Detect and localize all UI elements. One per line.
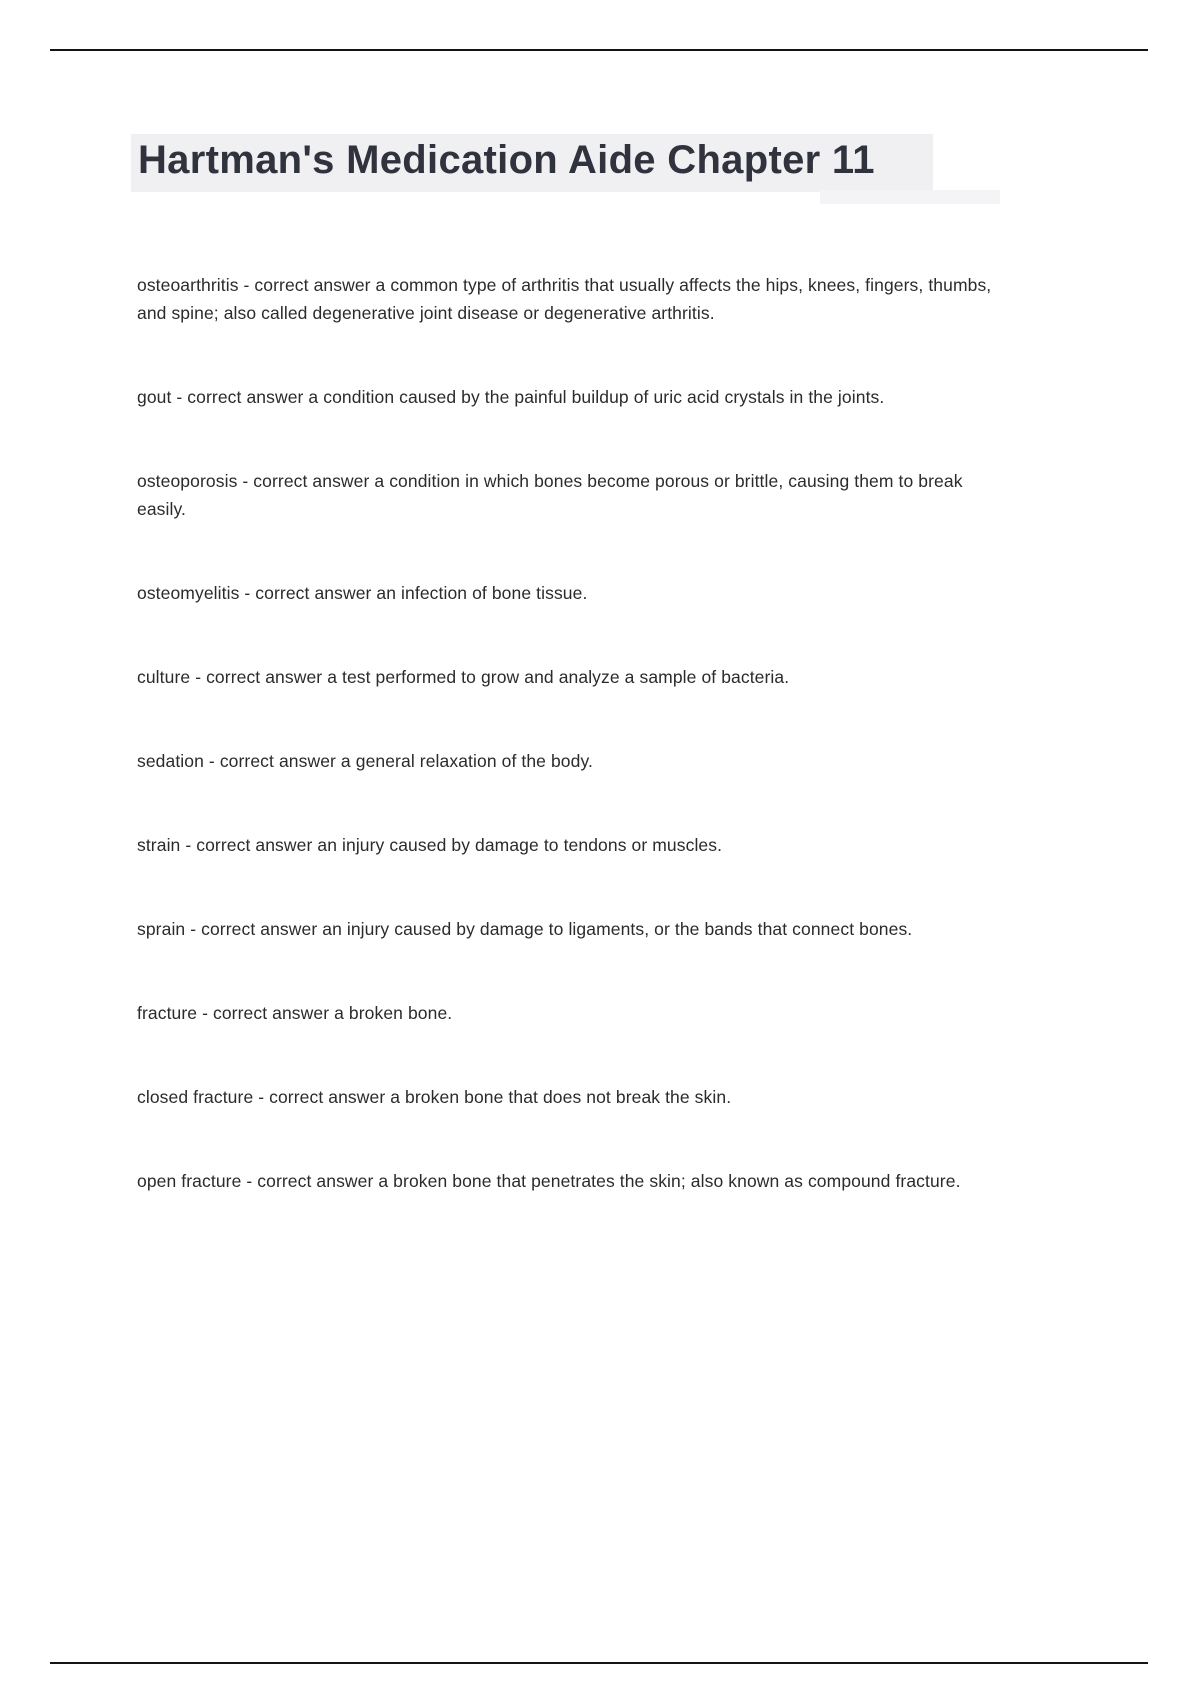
- definitions-list: [137, 271, 997, 1251]
- title-highlight-smudge: [820, 190, 1000, 204]
- definition-item: sedation - correct answer a general relaxation of the body.: [137, 751, 593, 771]
- definition-item: strain - correct answer an injury caused by damage to tendons or muscles.: [137, 835, 723, 855]
- definition-item: fracture - correct answer a broken bone.: [137, 1003, 453, 1023]
- definition-item: osteoarthritis - correct answer a common type of arthritis that usually affects the hips, knees, fingers, thumbs, and spine; also called degenerative joint disease or degenerative arthritis.: [137, 275, 992, 323]
- definition-item: osteoporosis - correct answer a condition in which bones become porous or brittle, causing them to break easily.: [137, 471, 963, 519]
- page-title: [131, 134, 933, 192]
- definition-item: gout - correct answer a condition caused by the painful buildup of uric acid crystals in the joints.: [137, 387, 885, 407]
- bottom-rule: [50, 1662, 1148, 1664]
- page-title-text: Hartman's Medication Aide Chapter 11: [131, 134, 933, 192]
- definition-item: open fracture - correct answer a broken bone that penetrates the skin; also known as compound fracture.: [137, 1171, 961, 1191]
- definition-item: culture - correct answer a test performed to grow and analyze a sample of bacteria.: [137, 667, 790, 687]
- definition-item: sprain - correct answer an injury caused by damage to ligaments, or the bands that connect bones.: [137, 919, 913, 939]
- definition-item: closed fracture - correct answer a broken bone that does not break the skin.: [137, 1087, 732, 1107]
- definition-item: osteomyelitis - correct answer an infection of bone tissue.: [137, 583, 588, 603]
- top-rule: [50, 49, 1148, 51]
